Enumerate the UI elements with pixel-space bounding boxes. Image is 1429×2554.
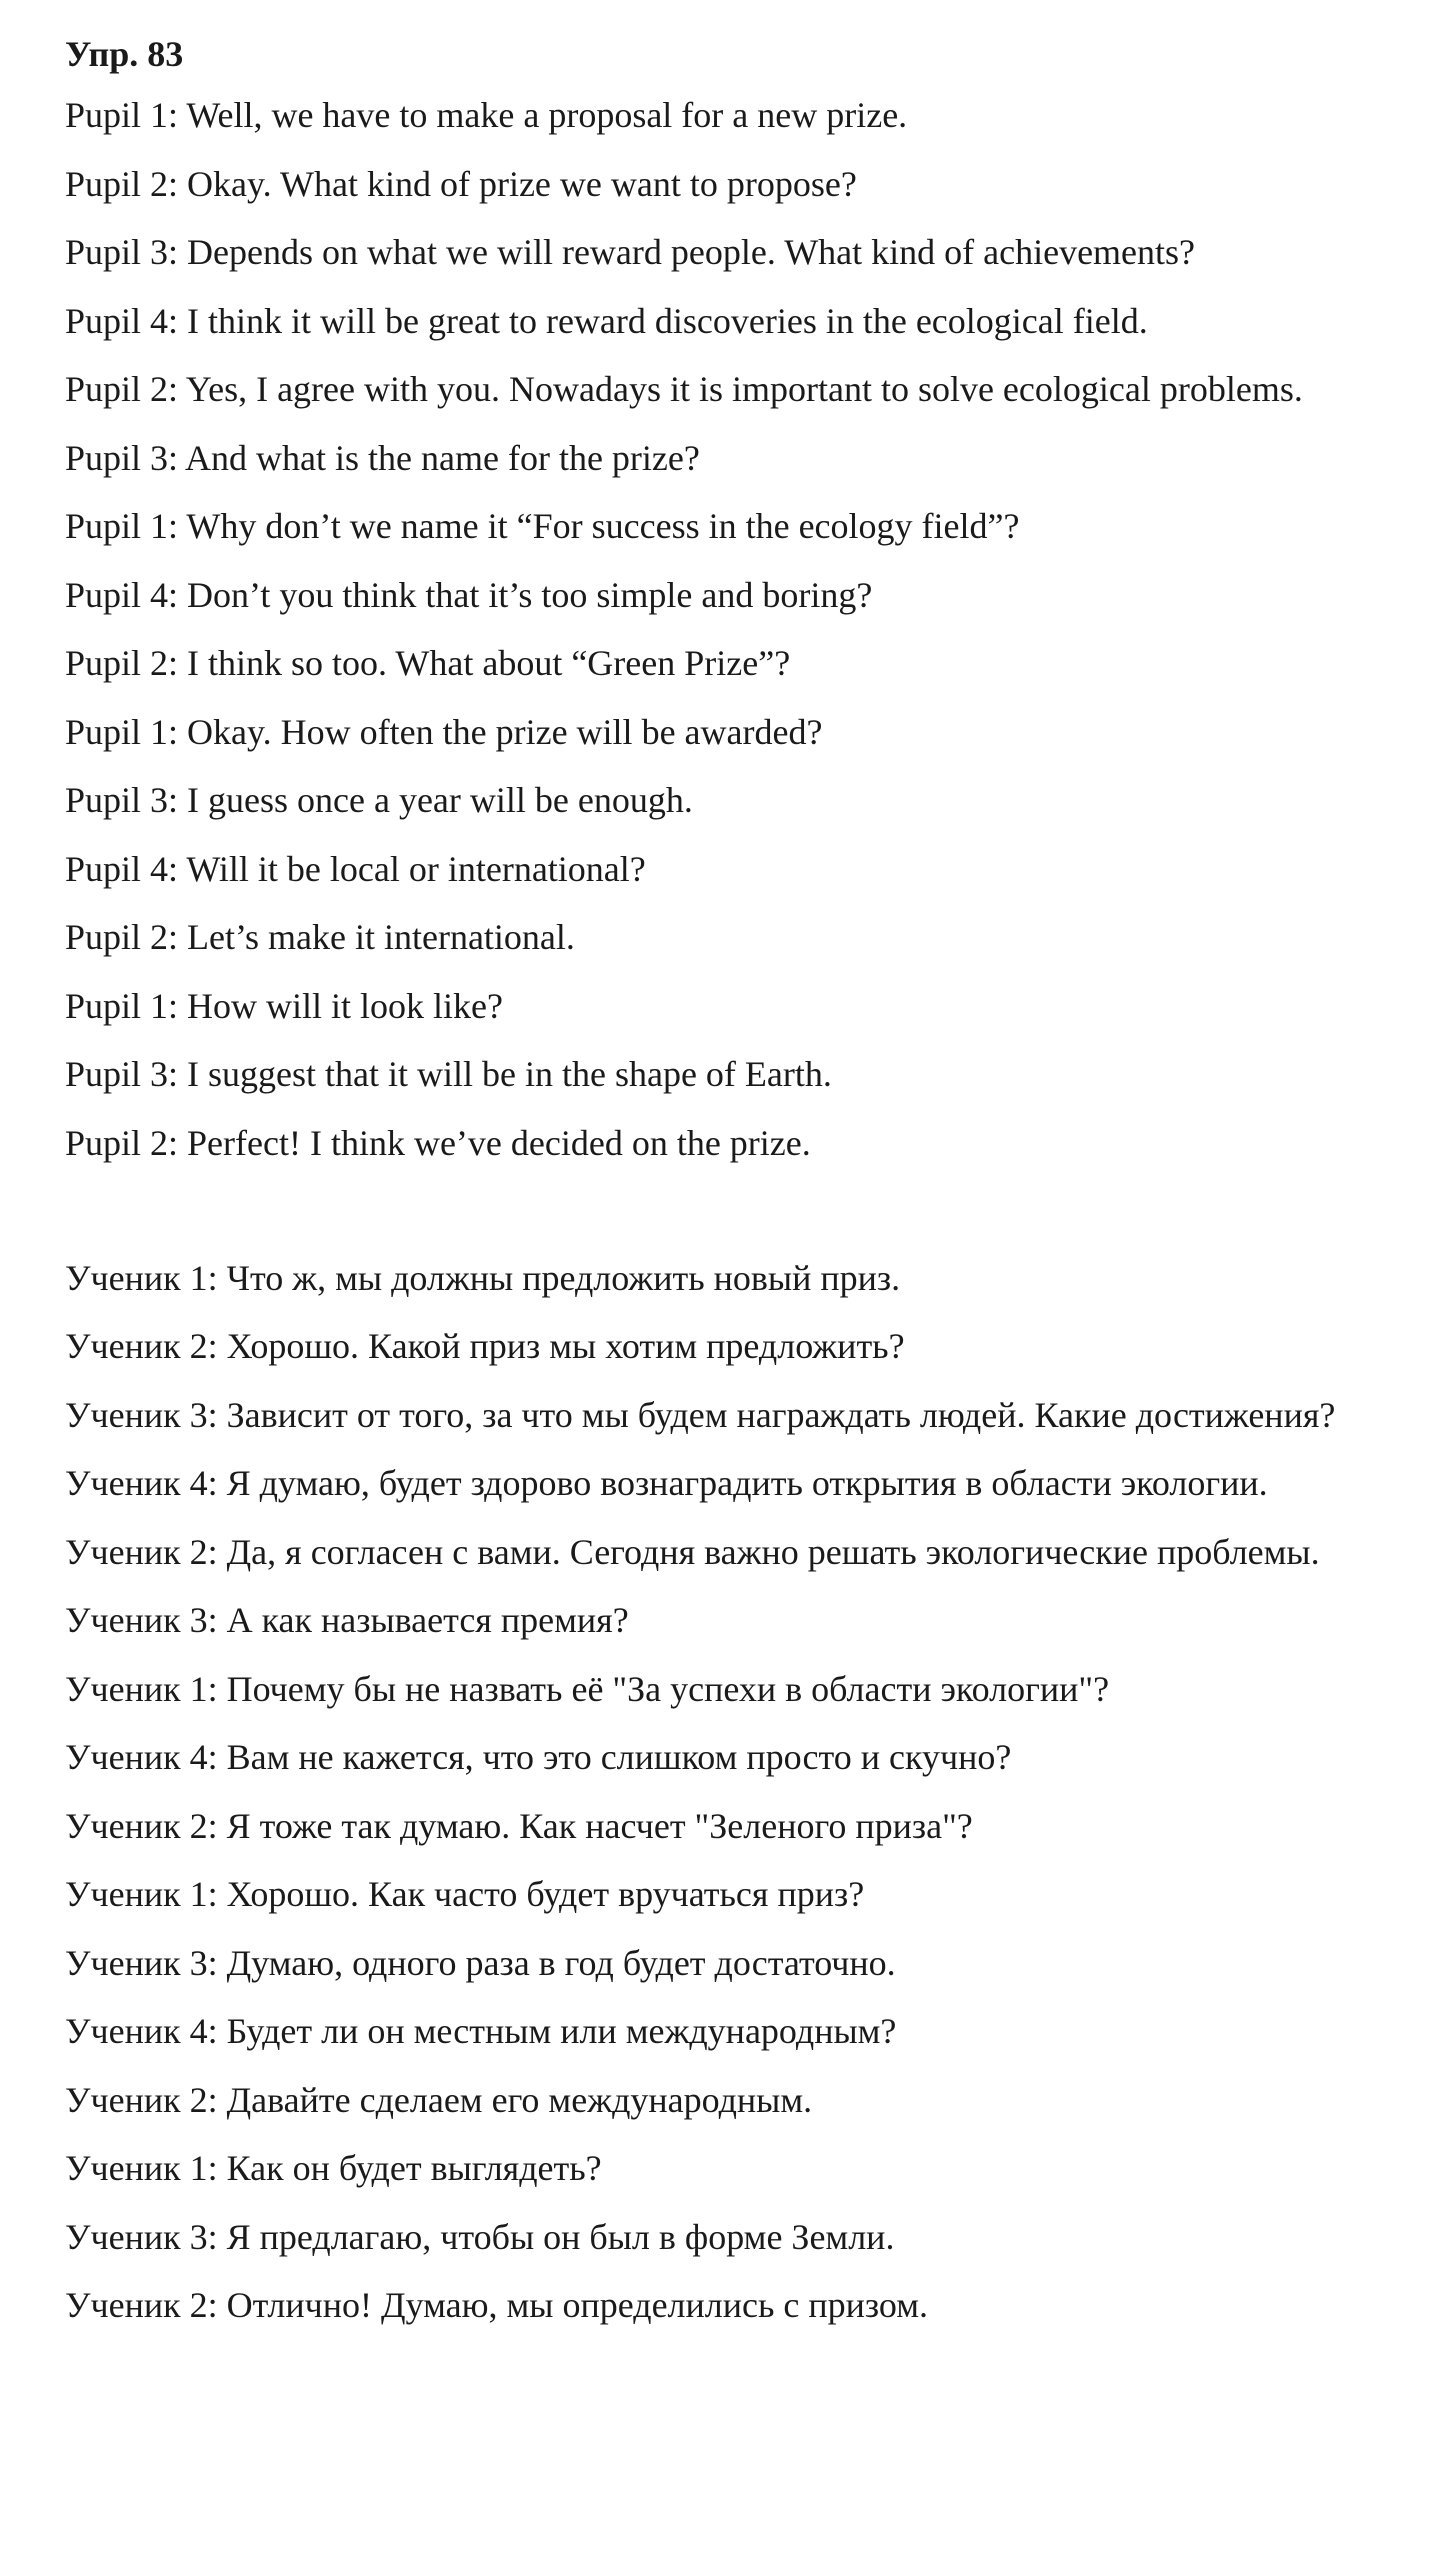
- dialogue-line-en: Pupil 3: I suggest that it will be in the shape of Earth.: [65, 1054, 832, 1094]
- dialogue-line-ru: Ученик 1: Хорошо. Как часто будет вручаться приз?: [65, 1874, 865, 1914]
- dialogue-line-en: Pupil 2: Perfect! I think we’ve decided on the prize.: [65, 1122, 811, 1163]
- dialogue-line-ru: Ученик 2: Отлично! Думаю, мы определились с призом.: [65, 2285, 929, 2325]
- dialogue-line-ru: Ученик 1: Что ж, мы должны предложить новый приз.: [65, 1257, 901, 1298]
- dialogue-line-en: Pupil 2: Let’s make it international.: [65, 917, 575, 957]
- dialogue-line-ru: Ученик 4: Будет ли он местным или международным?: [65, 2011, 897, 2051]
- dialogue-line-ru: Ученик 3: Зависит от того, за что мы будем награждать людей. Какие достижения?: [65, 1394, 1336, 1435]
- dialogue-line-ru: Ученик 3: Я предлагаю, чтобы он был в форме Земли.: [65, 2216, 895, 2257]
- dialogue-line-en: Pupil 2: Okay. What kind of prize we want to propose?: [65, 163, 857, 204]
- dialogue-line-ru: Ученик 2: Да, я согласен с вами. Сегодня важно решать экологические проблемы.: [65, 1531, 1320, 1572]
- dialogue-line-en: Pupil 3: I guess once a year will be enough.: [65, 780, 693, 820]
- exercise-title: Упр. 83: [65, 34, 184, 74]
- dialogue-line-en: Pupil 3: And what is the name for the prize?: [65, 437, 700, 478]
- dialogue-line-en: Pupil 2: I think so too. What about “Green Prize”?: [65, 643, 791, 683]
- dialogue-line-ru: Ученик 2: Давайте сделаем его международным.: [65, 2079, 813, 2120]
- dialogue-line-en: Pupil 2: Yes, I agree with you. Nowadays it is important to solve ecological problems.: [65, 369, 1303, 409]
- dialogue-line-en: Pupil 1: How will it look like?: [65, 985, 503, 1026]
- dialogue-line-en: Pupil 4: I think it will be great to reward discoveries in the ecological field.: [65, 300, 1148, 341]
- dialogue-line-ru: Ученик 1: Почему бы не назвать её "За успехи в области экологии"?: [65, 1668, 1110, 1709]
- document-page: [65, 32, 1375, 2349]
- dialogue-line-en: Pupil 1: Why don’t we name it “For success in the ecology field”?: [65, 506, 1020, 546]
- dialogue-line-ru: Ученик 2: Хорошо. Какой приз мы хотим предложить?: [65, 1326, 905, 1366]
- dialogue-line-ru: Ученик 1: Как он будет выглядеть?: [65, 2148, 602, 2188]
- dialogue-line-ru: Ученик 2: Я тоже так думаю. Как насчет "Зеленого приза"?: [65, 1805, 973, 1846]
- dialogue-line-ru: Ученик 4: Я думаю, будет здорово вознаградить открытия в области экологии.: [65, 1463, 1268, 1503]
- dialogue-line-en: Pupil 1: Well, we have to make a proposal for a new prize.: [65, 95, 908, 135]
- dialogue-line-en: Pupil 4: Don’t you think that it’s too simple and boring?: [65, 574, 873, 615]
- dialogue-line-en: Pupil 1: Okay. How often the prize will be awarded?: [65, 711, 823, 752]
- dialogue-line-ru: Ученик 4: Вам не кажется, что это слишком просто и скучно?: [65, 1737, 1012, 1777]
- dialogue-line-en: Pupil 3: Depends on what we will reward people. What kind of achievements?: [65, 232, 1196, 272]
- dialogue-line-ru: Ученик 3: А как называется премия?: [65, 1600, 629, 1640]
- dialogue-line-en: Pupil 4: Will it be local or international?: [65, 848, 646, 889]
- english-dialogue: [65, 90, 1375, 1168]
- russian-dialogue: [65, 1253, 1375, 2331]
- dialogue-line-ru: Ученик 3: Думаю, одного раза в год будет достаточно.: [65, 1942, 896, 1983]
